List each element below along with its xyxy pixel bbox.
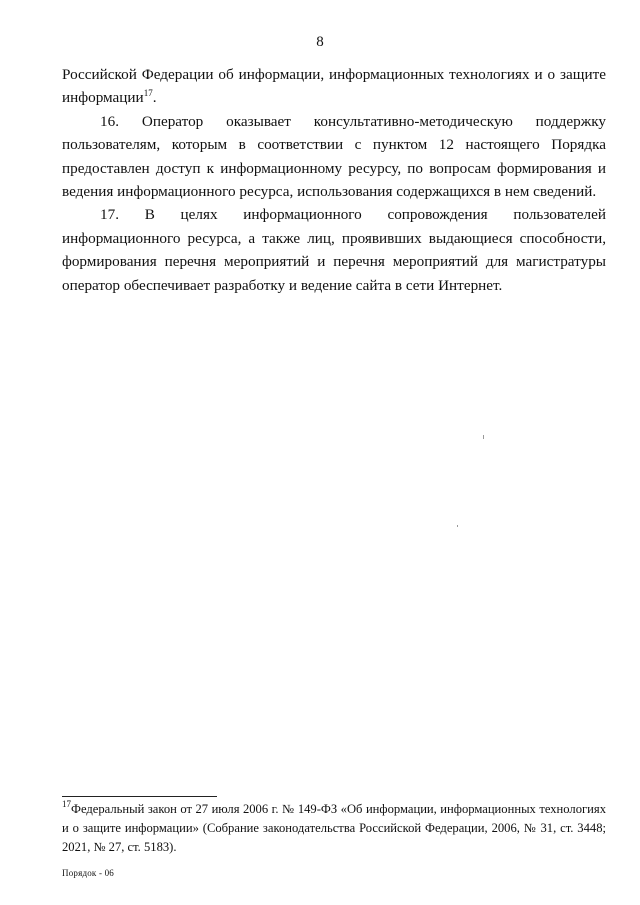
paragraph-17: 17. В целях информационного сопровождения пользователей информационного ресурса, а также лиц, проявивших выдающиеся способности, формирования перечня мероприятий и перечня мероприятий для магистратуры оператор обеспечивает разработку и ведение сайта в сети Интернет. xyxy=(62,206,606,294)
scan-speck xyxy=(457,525,458,527)
document-footer-label: Порядок - 06 xyxy=(62,868,114,878)
scan-speck xyxy=(483,435,484,439)
footnote-marker: 17 xyxy=(62,799,71,809)
paragraph-continuation xyxy=(62,63,606,110)
page-number: 8 xyxy=(316,34,324,50)
footnote-reference: 17 xyxy=(143,88,153,99)
footnote-text: Федеральный закон от 27 июля 2006 г. № 149-ФЗ «Об информации, информационных технологиях и о защите информации» (Собрание законодательства Российской Федерации, 2006, № 31, ст. 3448; 2021, № 27, ст. 5183). xyxy=(62,802,606,854)
continuation-tail: . xyxy=(152,89,157,107)
body-text xyxy=(62,63,606,297)
paragraph-16: 16. Оператор оказывает консультативно-методическую поддержку пользователям, которым в соответствии с пунктом 12 настоящего Порядка предоставлен доступ к информационному ресурсу, по вопросам формирования и ведения информационного ресурса, использования содержащихся в нем сведений. xyxy=(62,112,606,201)
continuation-text: Российской Федерации об информации, информационных технологиях и о защите информации xyxy=(62,66,606,107)
footnote xyxy=(62,800,606,857)
footnote-separator xyxy=(62,796,217,797)
